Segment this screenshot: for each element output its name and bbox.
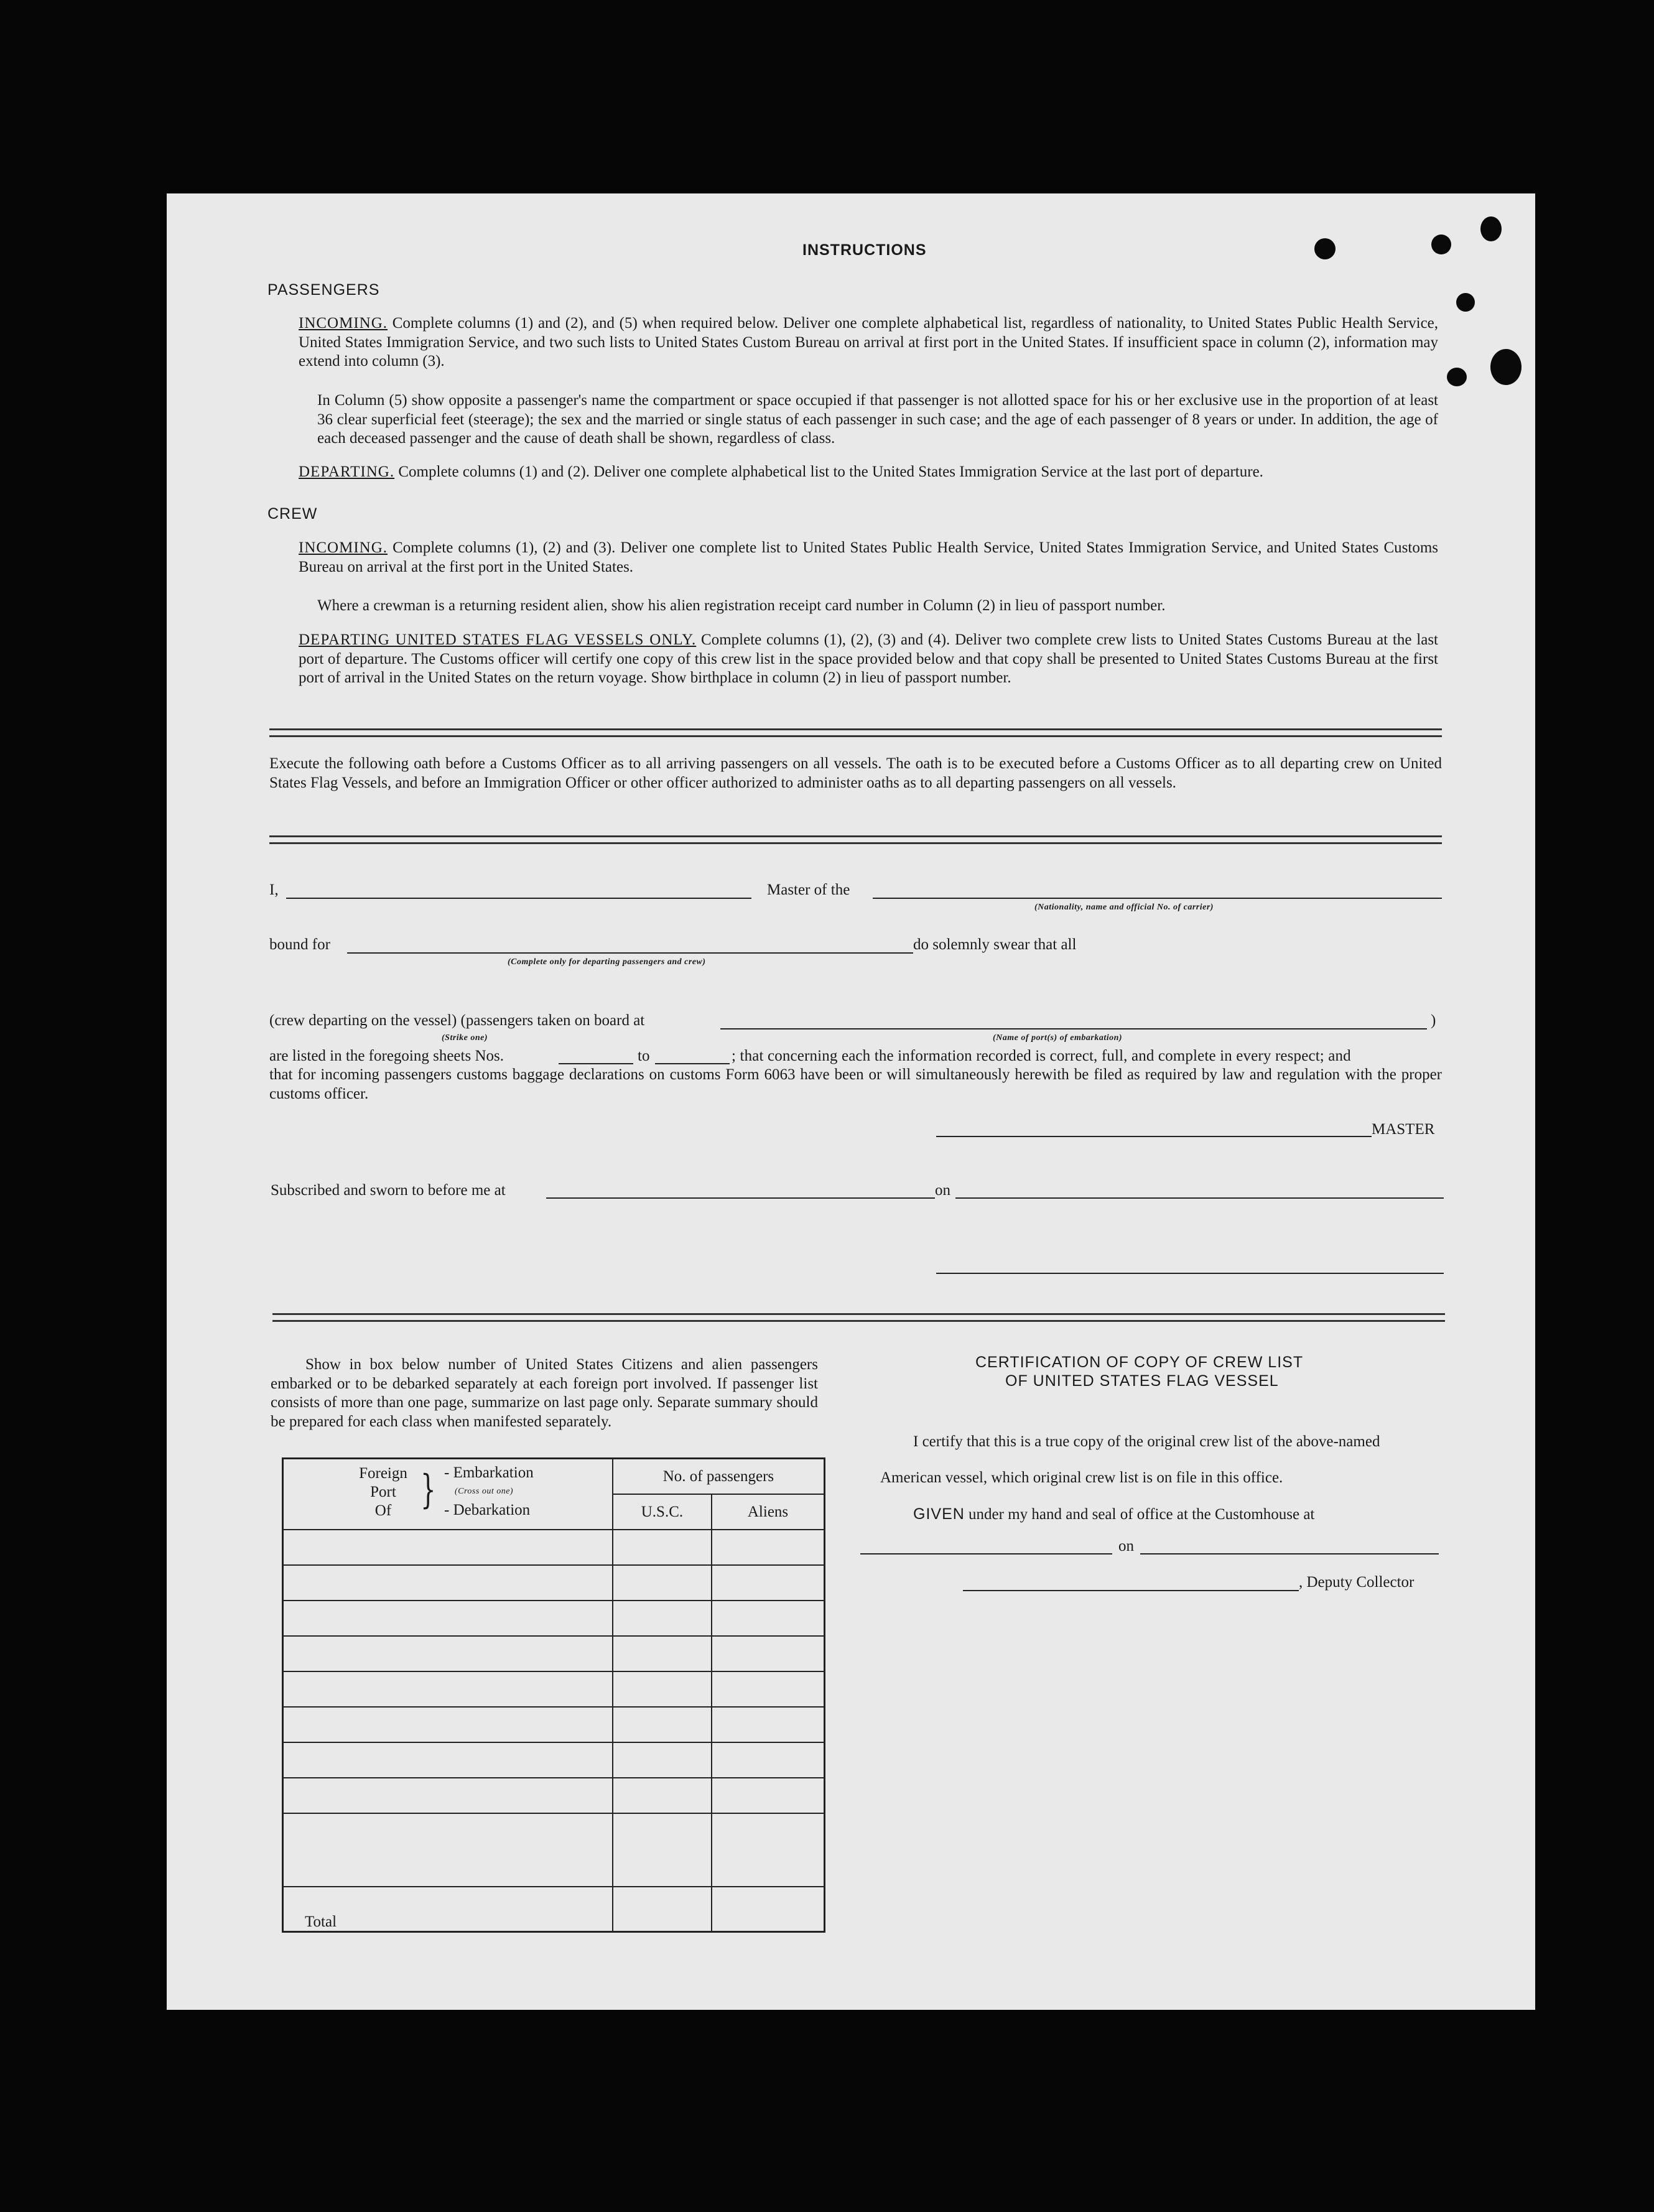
section-divider [269, 728, 1442, 737]
listed-text-2: that for incoming passengers customs baggage declarations on customs Form 6063 have been or will simultaneously herewith be filed as required by law and regulation with the proper customs officer. [269, 1066, 1442, 1102]
crew-passengers-text: (crew departing on the vessel) (passengers taken on board at [269, 1012, 645, 1029]
aliens-cell[interactable] [712, 1778, 824, 1813]
strike-hint: (Strike one) [442, 1033, 488, 1043]
to-label: to [638, 1048, 650, 1064]
table-row [283, 1601, 825, 1636]
certify-text: I certify that this is a true copy of the original crew list of the above-named [913, 1433, 1380, 1450]
passengers-departing-paragraph [299, 463, 1438, 482]
cert-date-field[interactable] [1140, 1553, 1439, 1554]
aliens-cell[interactable] [712, 1601, 824, 1636]
master-of-label: Master of the [767, 881, 850, 898]
listed-text: ; that concerning each the information recorded is correct, full, and complete in every respect; and [732, 1048, 1351, 1064]
crew-departing-label: DEPARTING UNITED STATES FLAG VESSELS ONLY. [299, 631, 697, 648]
officer-signature-field[interactable] [936, 1273, 1444, 1274]
port-cell[interactable] [283, 1636, 613, 1671]
port-cell[interactable] [283, 1742, 613, 1778]
usc-cell[interactable] [613, 1742, 712, 1778]
certification-title-1: CERTIFICATION OF COPY OF CREW LIST [975, 1354, 1304, 1371]
sworn-on-label: on [935, 1182, 950, 1199]
passenger-summary-table [282, 1457, 825, 1933]
given-label: GIVEN [913, 1505, 965, 1523]
crew-resident-paragraph: Where a crewman is a returning resident alien, show his alien registration receipt card number in Column (2) in lieu of passport number. [317, 597, 1166, 614]
no-passengers-header: No. of passengers [613, 1459, 825, 1495]
listed-label: are listed in the foregoing sheets Nos. [269, 1048, 504, 1064]
aliens-cell[interactable] [712, 1707, 824, 1742]
usc-cell[interactable] [613, 1565, 712, 1601]
passengers-heading: PASSENGERS [267, 281, 380, 299]
embarkation-label: - Embarkation [444, 1464, 534, 1481]
form-sheet [167, 193, 1535, 2010]
port-cell[interactable] [283, 1813, 613, 1887]
total-aliens-cell[interactable] [712, 1887, 824, 1932]
aliens-cell[interactable] [712, 1565, 824, 1601]
punch-hole [1447, 368, 1467, 386]
usc-cell[interactable] [613, 1530, 712, 1565]
subscribed-label: Subscribed and sworn to before me at [271, 1182, 506, 1199]
table-header-row [283, 1459, 825, 1495]
close-paren: ) [1431, 1012, 1436, 1029]
usc-cell[interactable] [613, 1601, 712, 1636]
deputy-collector-label: , Deputy Collector [1299, 1574, 1415, 1591]
bound-for-label: bound for [269, 936, 330, 953]
crew-incoming-label: INCOMING. [299, 539, 388, 556]
bound-for-field[interactable] [347, 952, 913, 954]
section-divider [272, 1313, 1445, 1322]
port-header-cell [283, 1459, 613, 1530]
carrier-hint: (Nationality, name and official No. of carrier) [1034, 903, 1214, 912]
bound-for-hint: (Complete only for departing passengers and crew) [508, 957, 706, 967]
ports-hint: (Name of port(s) of embarkation) [993, 1033, 1123, 1043]
customhouse-field[interactable] [860, 1553, 1112, 1554]
foreign-label: Foreign [359, 1465, 407, 1482]
usc-header: U.S.C. [613, 1494, 712, 1530]
aliens-header: Aliens [712, 1494, 824, 1530]
crew-incoming-text: Complete columns (1), (2) and (3). Deliver one complete list to United States Public Health Service, United States Immigration Service, and United States Customs Bureau on arrival at the first port in the United States. [299, 539, 1438, 575]
master-name-field[interactable] [286, 898, 751, 899]
given-text: under my hand and seal of office at the Customhouse at [969, 1506, 1315, 1523]
punch-hole [1431, 235, 1451, 254]
table-row [283, 1636, 825, 1671]
usc-cell[interactable] [613, 1707, 712, 1742]
debarkation-label: - Debarkation [444, 1502, 531, 1518]
sheet-to-field[interactable] [655, 1063, 730, 1064]
brace-icon: } [420, 1467, 436, 1513]
oath-i-label: I, [269, 881, 279, 898]
cross-out-hint: (Cross out one) [455, 1487, 514, 1496]
crew-departing-text: Complete columns (1), (2), (3) and (4). Deliver two complete crew lists to United States Customs Bureau at the last port of departure. The Customs officer will certify one copy of this crew list in the space provided below and that copy shall be presented to United States Customs Bureau at the first port of arrival in the United States on the return voyage. Show birthplace in column (2) in lieu of passport number. [299, 631, 1438, 686]
crew-incoming-paragraph [299, 539, 1438, 577]
port-cell[interactable] [283, 1671, 613, 1707]
passengers-incoming-label: INCOMING. [299, 315, 388, 332]
passengers-departing-label: DEPARTING. [299, 463, 395, 480]
table-row [283, 1565, 825, 1601]
port-cell[interactable] [283, 1778, 613, 1813]
of-label: Of [374, 1502, 392, 1519]
table-row [283, 1530, 825, 1565]
certification-title-2: OF UNITED STATES FLAG VESSEL [1005, 1372, 1279, 1390]
table-row [283, 1813, 825, 1887]
passengers-column5-paragraph: In Column (5) show opposite a passenger's name the compartment or space occupied if that passenger is not allotted space for his or her exclusive use in the proportion of at least 36 clear superficial feet (steerage); the sex and the married or single status of each passenger in such case; and the age of each passenger of 8 years or under. In addition, the age of each deceased passenger and the cause of death shall be shown, regardless of class. [317, 392, 1438, 447]
sworn-place-field[interactable] [546, 1197, 935, 1199]
aliens-cell[interactable] [712, 1530, 824, 1565]
master-label: MASTER [1372, 1121, 1435, 1138]
punch-hole [1456, 293, 1475, 312]
certify-text-2: American vessel, which original crew list is on file in this office. [880, 1469, 1283, 1486]
usc-cell[interactable] [613, 1778, 712, 1813]
table-row [283, 1707, 825, 1742]
table-row [283, 1778, 825, 1813]
cert-on-label: on [1118, 1538, 1134, 1554]
usc-cell[interactable] [613, 1671, 712, 1707]
oath-intro: Execute the following oath before a Customs Officer as to all arriving passengers on all vessels. The oath is to be executed before a Customs Officer as to all departing crew on United States Flag Vessels, and before an Immigration Officer or other officer authorized to administer oaths as to all departing passengers on all vessels. [269, 755, 1442, 791]
usc-cell[interactable] [613, 1636, 712, 1671]
section-divider [269, 835, 1442, 844]
aliens-cell[interactable] [712, 1813, 824, 1887]
port-cell[interactable] [283, 1601, 613, 1636]
deputy-signature-field[interactable] [963, 1590, 1299, 1591]
usc-cell[interactable] [613, 1813, 712, 1887]
aliens-cell[interactable] [712, 1671, 824, 1707]
embarkation-ports-field[interactable] [720, 1028, 1427, 1029]
aliens-cell[interactable] [712, 1636, 824, 1671]
punch-hole [1490, 349, 1522, 385]
given-line [913, 1505, 1314, 1524]
punch-hole [1314, 238, 1336, 259]
punch-hole [1480, 216, 1502, 241]
passengers-incoming-paragraph [299, 314, 1438, 371]
table-row [283, 1671, 825, 1707]
port-cell[interactable] [283, 1707, 613, 1742]
port-cell[interactable] [283, 1565, 613, 1601]
aliens-cell[interactable] [712, 1742, 824, 1778]
total-label: Total [283, 1887, 613, 1932]
crew-departing-paragraph [299, 631, 1438, 688]
sheet-from-field[interactable] [559, 1063, 633, 1064]
page-title: INSTRUCTIONS [802, 241, 927, 259]
table-total-row [283, 1887, 825, 1932]
table-row [283, 1742, 825, 1778]
sworn-date-field[interactable] [955, 1197, 1444, 1199]
port-label: Port [370, 1484, 396, 1500]
total-usc-cell[interactable] [613, 1887, 712, 1932]
carrier-field[interactable] [873, 898, 1442, 899]
passengers-departing-text: Complete columns (1) and (2). Deliver one complete alphabetical list to the United States Immigration Service at the last port of departure. [398, 463, 1263, 480]
crew-heading: CREW [267, 505, 318, 523]
port-cell[interactable] [283, 1530, 613, 1565]
passengers-incoming-text: Complete columns (1) and (2), and (5) when required below. Deliver one complete alphabetical list, regardless of nationality, to United States Public Health Service, United States Immigration Service, and two such lists to United States Custom Bureau on arrival at first port in the United States. If insufficient space in column (2), information may extend into column (3). [299, 315, 1439, 369]
summary-instructions: Show in box below number of United States Citizens and alien passengers embarked or to be debarked separately at each foreign port involved. If passenger list consists of more than one page, summarize on last page only. Separate summary should be prepared for each class when manifested separately. [271, 1356, 818, 1430]
master-signature-field[interactable] [936, 1136, 1372, 1137]
swear-text: do solemnly swear that all [913, 936, 1077, 953]
